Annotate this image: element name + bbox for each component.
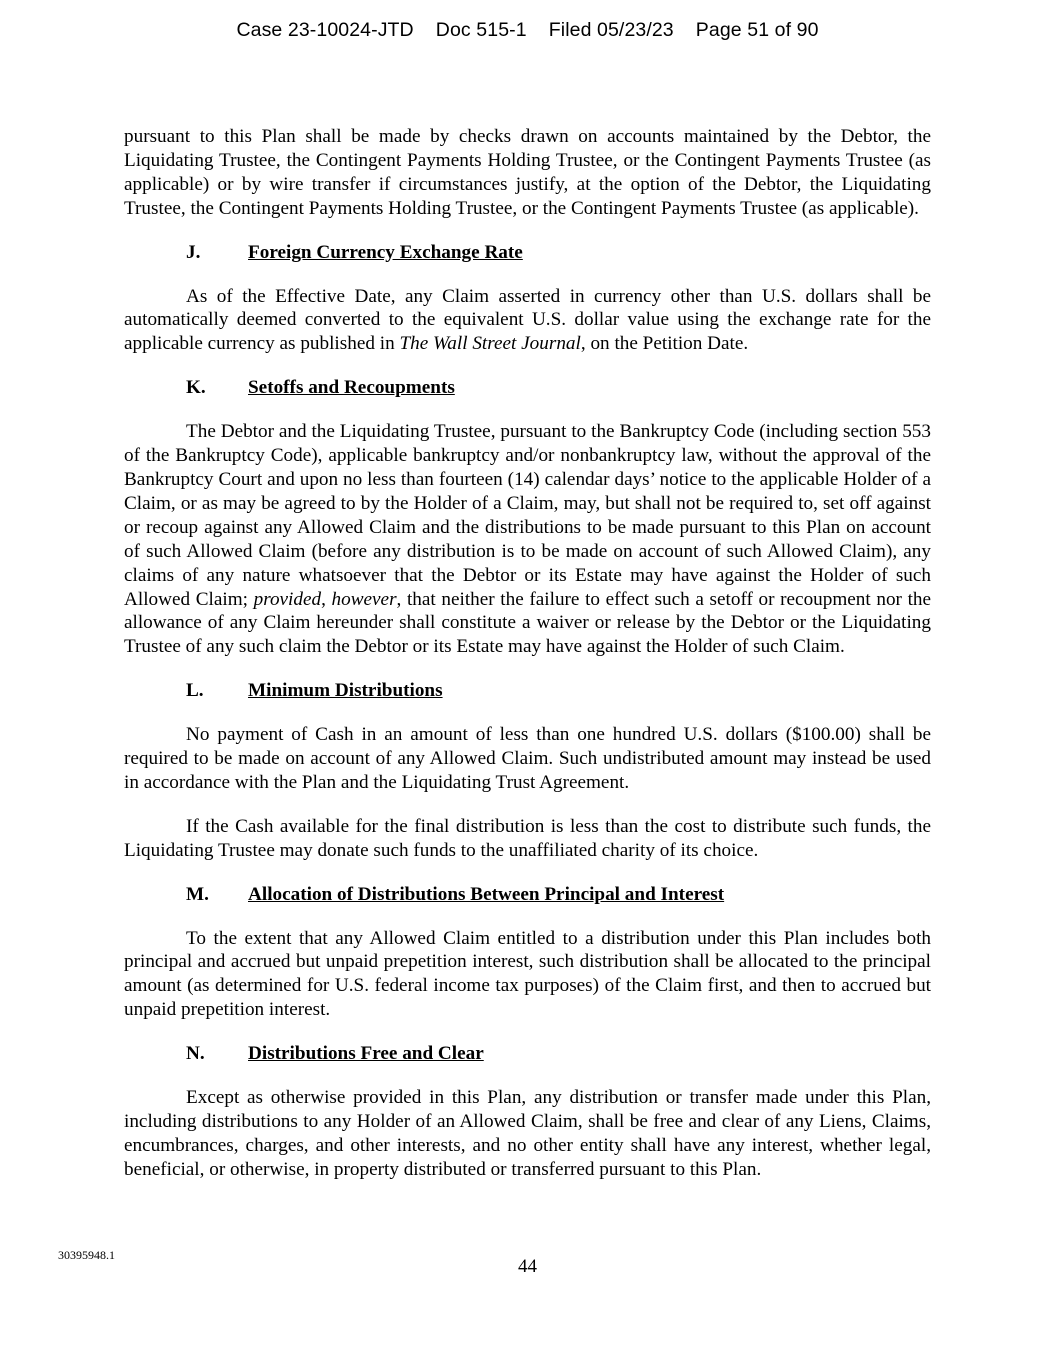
section-title: Foreign Currency Exchange Rate <box>248 241 523 263</box>
section-heading-m <box>124 883 931 907</box>
text-run: As of the Effective Date, any Claim asserted in currency other than U.S. dollars shall be automatically deemed converted to the equivalent U.S. dollar value using the exchange rate for the applicable currency as published in <box>124 285 931 355</box>
italic-text: provided <box>253 588 322 610</box>
section-heading-l <box>124 679 931 703</box>
section-heading-j <box>124 241 931 265</box>
section-heading-k <box>124 376 931 400</box>
section-l-paragraph-1: No payment of Cash in an amount of less than one hundred U.S. dollars ($100.00) shall be required to be made on account of any Allowed Claim. Such undistributed amount may instead be used in accordance with the Plan and the Liquidating Trust Agreement. <box>124 724 931 793</box>
section-title: Allocation of Distributions Between Principal and Interest <box>248 883 725 905</box>
section-heading-n <box>124 1042 931 1066</box>
italic-text: however <box>331 588 397 610</box>
section-letter: J. <box>186 241 201 263</box>
text-run: , that neither the failure to effect such a setoff or recoupment nor the allowance of any Claim hereunder shall constitute a waiver or release by the Debtor or the Liquidating Trustee of any such claim the Debtor or its Estate may have against the Holder of such Claim. <box>124 588 932 658</box>
section-title: Distributions Free and Clear <box>248 1043 484 1065</box>
case-header: Case 23-10024-JTD Doc 515-1 Filed 05/23/23 Page 51 of 90 <box>236 19 819 41</box>
section-m-paragraph: To the extent that any Allowed Claim entitled to a distribution under this Plan includes both principal and accrued but unpaid prepetition interest, such distribution shall be allocated to the principal amount (as determined for U.S. federal income tax purposes) of the Claim first, and then to accrued but unpaid prepetition interest. <box>124 927 931 1021</box>
section-letter: M. <box>186 883 209 905</box>
page-number: 44 <box>518 1256 537 1277</box>
italic-text: The Wall Street Journal <box>399 333 581 355</box>
section-letter: K. <box>186 377 206 399</box>
text-run: The Debtor and the Liquidating Trustee, pursuant to the Bankruptcy Code (including section 553 of the Bankruptcy Code), applicable bankruptcy and/or nonbankruptcy law, without the approval of the Bankruptcy Court and upon no less than fourteen (14) calendar days’ notice to the applicable Holder of a Claim, or as may be agreed to by the Holder of a Claim, may, but shall not be required to, set off against or recoup against any Allowed Claim and the distributions to be made pursuant to this Plan on account of such Allowed Claim (before any distribution is to be made on account of such Allowed Claim), any claims of any nature whatsoever that the Debtor or its Estate may have against the Holder of such Allowed Claim; <box>124 421 931 610</box>
document-id: 30395948.1 <box>58 1248 115 1262</box>
text-run: , on the Petition Date. <box>580 333 749 355</box>
section-letter: N. <box>186 1043 205 1065</box>
section-l-paragraph-2: If the Cash available for the final distribution is less than the cost to distribute such funds, the Liquidating Trustee may donate such funds to the unaffiliated charity of its choice. <box>124 815 931 861</box>
document-body <box>124 125 931 1182</box>
section-title: Setoffs and Recoupments <box>248 377 455 399</box>
section-title: Minimum Distributions <box>248 680 443 702</box>
section-letter: L. <box>186 680 204 702</box>
intro-paragraph: pursuant to this Plan shall be made by checks drawn on accounts maintained by the Debtor, the Liquidating Trustee, the Contingent Payments Holding Trustee, or the Contingent Payments Trustee (as applicable) or by wire transfer if circumstances justify, at the option of the Debtor, the Liquidating Trustee, the Contingent Payments Holding Trustee, or the Contingent Payments Trustee (as applicable). <box>124 126 931 219</box>
text-run: , <box>321 588 332 610</box>
section-j-paragraph <box>124 285 931 357</box>
section-n-paragraph: Except as otherwise provided in this Plan, any distribution or transfer made under this Plan, including distributions to any Holder of an Allowed Claim, shall be free and clear of any Liens, Claims, encumbrances, charges, and other interests, and no other entity shall have any interest, whether legal, beneficial, or otherwise, in property distributed or transferred pursuant to this Plan. <box>124 1087 931 1180</box>
section-k-paragraph <box>124 420 931 659</box>
